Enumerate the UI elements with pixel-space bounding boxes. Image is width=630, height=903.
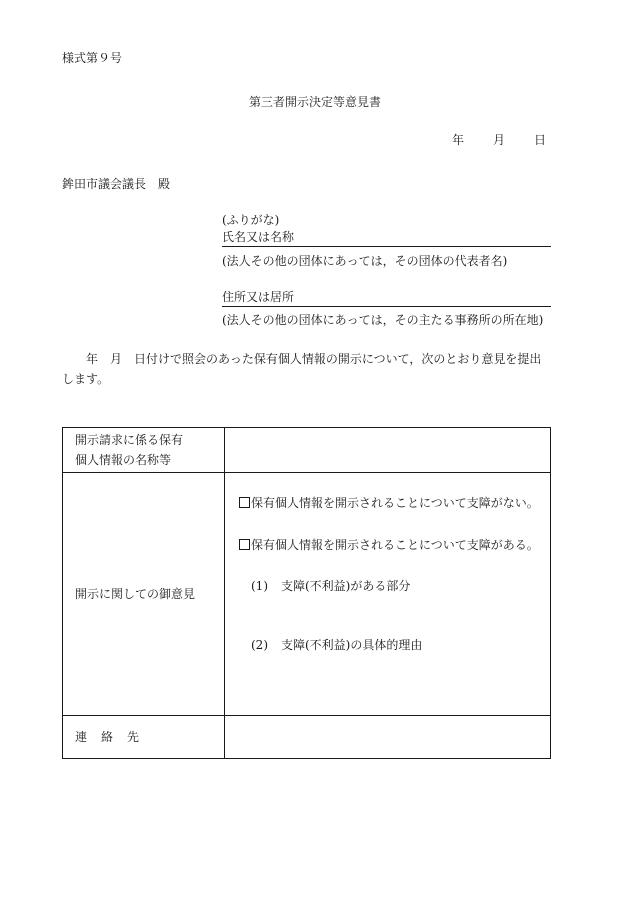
address-field[interactable] — [222, 288, 551, 307]
option-objection[interactable]: 保有個人情報を開示されることについて支障がある。 — [239, 536, 539, 553]
name-label: 氏名又は名称 — [222, 230, 295, 244]
body-paragraph — [62, 349, 552, 389]
form-number: 様式第９号 — [62, 51, 123, 65]
body-text: 年 月 日付けで照会のあった保有個人情報の開示について，次のとおり意見を提出します。 — [62, 352, 542, 386]
objection-part: (1) 支障(不利益)がある部分 — [251, 579, 411, 593]
date-year: 年 — [452, 133, 465, 147]
objection-reason: (2) 支障(不利益)の具体的理由 — [251, 638, 423, 652]
name-field[interactable] — [222, 228, 551, 247]
address-label: 住所又は居所 — [222, 290, 295, 304]
address-note: (法人その他の団体にあっては，その主たる事務所の所在地) — [222, 313, 544, 327]
opinion-field — [225, 473, 551, 716]
document-title: 第三者開示決定等意見書 — [248, 95, 381, 109]
furigana-label: (ふりがな) — [222, 213, 280, 227]
addressee: 鉾田市議会議長 殿 — [62, 177, 171, 191]
contact-label: 連絡先 — [63, 716, 225, 759]
contact-field[interactable] — [225, 716, 551, 759]
info-name-field[interactable] — [225, 428, 551, 473]
name-note: (法人その他の団体にあっては，その団体の代表者名) — [222, 254, 508, 268]
checkbox-icon[interactable] — [239, 497, 250, 508]
date-month: 月 — [493, 133, 506, 147]
opinion-table — [62, 427, 551, 759]
table-row-info-name — [63, 428, 551, 473]
table-row-contact — [63, 716, 551, 759]
info-name-label: 開示請求に係る保有 個人情報の名称等 — [63, 428, 225, 473]
table-row-opinion — [63, 473, 551, 716]
option-no-objection[interactable]: 保有個人情報を開示されることについて支障がない。 — [239, 494, 539, 511]
date-day: 日 — [534, 133, 547, 147]
opinion-label: 開示に関しての御意見 — [63, 473, 225, 716]
checkbox-icon[interactable] — [239, 539, 250, 550]
